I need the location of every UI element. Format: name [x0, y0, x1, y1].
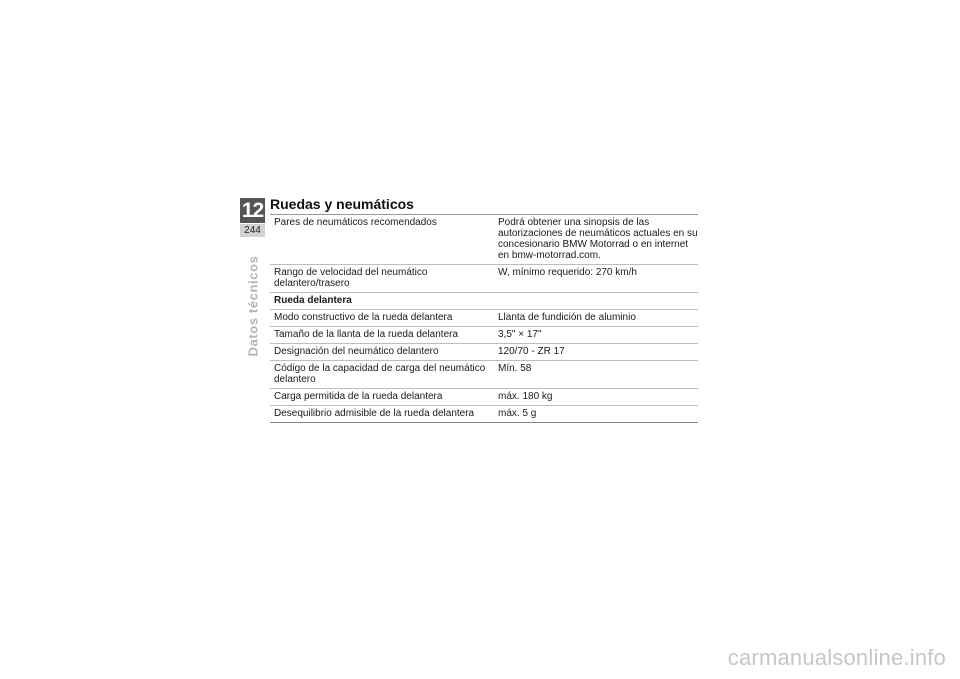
spec-label: Carga permitida de la rueda delantera — [270, 389, 496, 406]
spec-value: 3,5" × 17" — [496, 327, 698, 344]
section-title: Ruedas y neumáticos — [270, 196, 414, 212]
spec-label: Tamaño de la llanta de la rueda delantera — [270, 327, 496, 344]
chapter-side-label-wrap — [244, 244, 262, 368]
spec-label: Pares de neumáticos recomendados — [270, 215, 496, 265]
group-heading-row — [270, 293, 698, 310]
group-heading: Rueda delantera — [270, 293, 698, 310]
specs-table — [270, 214, 698, 423]
spec-label: Rango de velocidad del neumático delantero/trasero — [270, 265, 496, 293]
table-row — [270, 327, 698, 344]
chapter-side-label: Datos técnicos — [245, 255, 261, 357]
table-row — [270, 215, 698, 265]
spec-value: máx. 180 kg — [496, 389, 698, 406]
table-row — [270, 406, 698, 423]
chapter-number-badge: 12 — [241, 199, 264, 222]
table-row — [270, 361, 698, 389]
spec-value: Mín. 58 — [496, 361, 698, 389]
spec-value: Podrá obtener una sinopsis de las autorizaciones de neumáticos actuales en su concesionario BMW Motorrad o en internet en bmw-motorrad.com. — [496, 215, 698, 265]
spec-label: Código de la capacidad de carga del neumático delantero — [270, 361, 496, 389]
spec-value: W, mínimo requerido: 270 km/h — [496, 265, 698, 293]
table-row — [270, 389, 698, 406]
spec-value: Llanta de fundición de aluminio — [496, 310, 698, 327]
spec-label: Modo constructivo de la rueda delantera — [270, 310, 496, 327]
table-row — [270, 310, 698, 327]
watermark: carmanualsonline.info — [727, 645, 946, 670]
table-row — [270, 344, 698, 361]
page-number: 244 — [240, 224, 265, 237]
spec-value: 120/70 - ZR 17 — [496, 344, 698, 361]
spec-label: Designación del neumático delantero — [270, 344, 496, 361]
table-row — [270, 265, 698, 293]
spec-label: Desequilibrio admisible de la rueda delantera — [270, 406, 496, 423]
spec-value: máx. 5 g — [496, 406, 698, 423]
